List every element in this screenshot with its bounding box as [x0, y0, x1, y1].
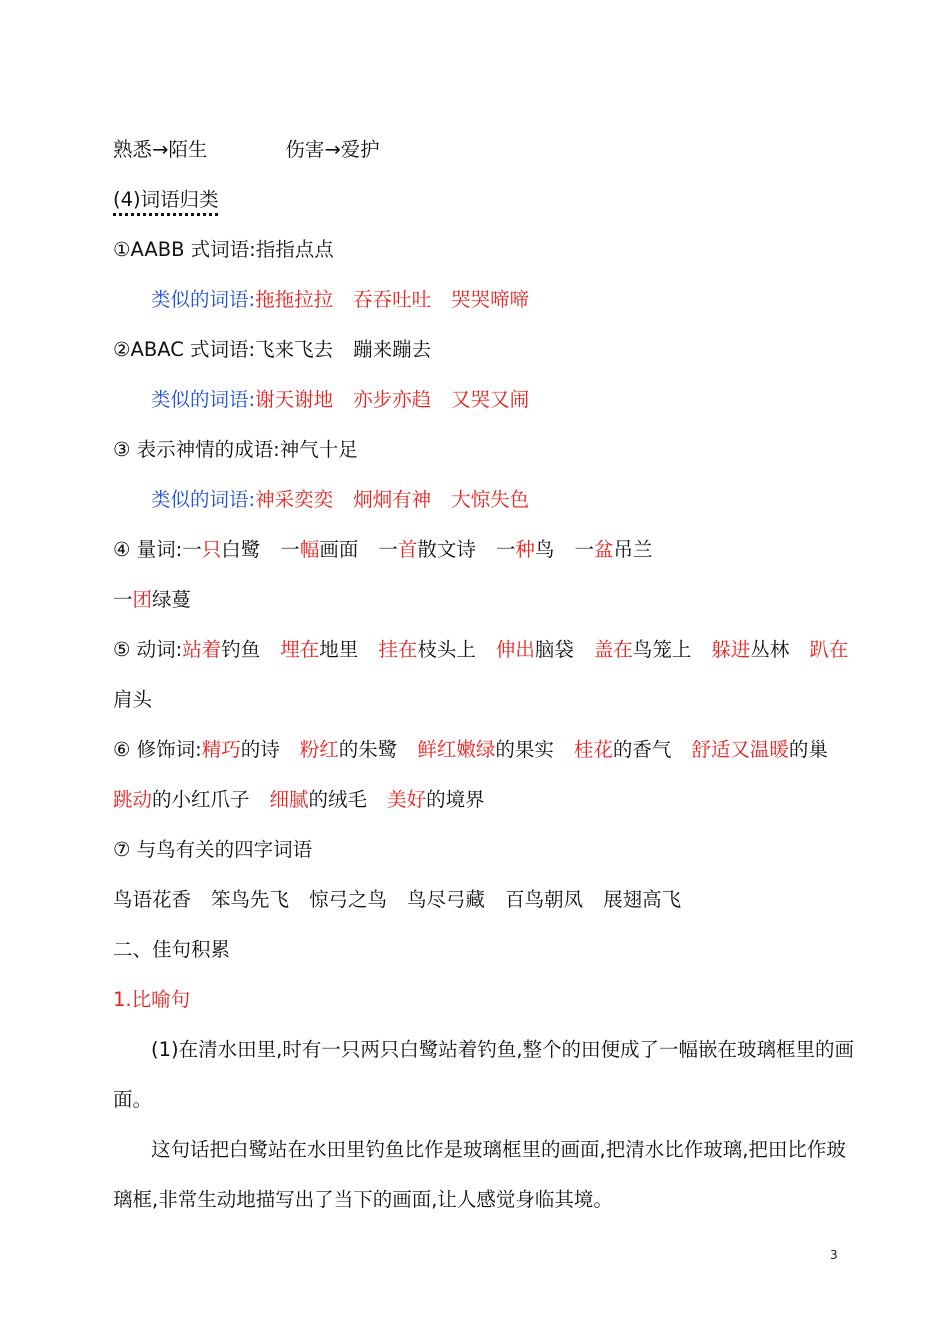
subsection-title: 1.比喻句 [113, 988, 191, 1011]
category-extra: 蹦来蹦去 [353, 338, 432, 361]
modifier-item: 鲜红嫩绿的果实 [417, 738, 554, 761]
analysis-line: 这句话把白鹭站在水田里钓鱼比作是玻璃框里的画面,把清水比作玻璃,把田比作玻 [151, 1138, 846, 1161]
modifier-item: 跳动的小红爪子 [113, 788, 250, 811]
example-word: 亦步亦趋 [353, 388, 432, 411]
idiom: 百鸟朝凤 [505, 888, 584, 911]
measure-item: 一只白鹭 [182, 538, 261, 561]
category-verbs [113, 637, 848, 663]
idiom: 鸟语花香 [113, 888, 192, 911]
example-word: 大惊失色 [451, 488, 530, 511]
idiom: 笨鸟先飞 [211, 888, 290, 911]
example-word: 谢天谢地 [255, 388, 334, 411]
category-label: ⑤ 动词: [113, 638, 183, 661]
verb-item: 伸出脑袋 [495, 638, 574, 661]
bird-idioms-list [113, 887, 681, 913]
section-title: 二、佳句积累 [113, 938, 231, 961]
idiom: 惊弓之鸟 [309, 888, 388, 911]
category-label: ④ 量词: [113, 538, 183, 561]
analysis-line: 璃框,非常生动地描写出了当下的画面,让人感觉身临其境。 [113, 1188, 613, 1211]
verb-item: 趴在 [809, 638, 849, 661]
example-word: 拖拖拉拉 [255, 288, 334, 311]
category-bird-idioms: ⑦ 与鸟有关的四字词语 [113, 838, 313, 861]
measure-item: 一种鸟 [495, 538, 555, 561]
modifier-item: 精巧的诗 [201, 738, 280, 761]
modifier-item: 舒适又温暖的巢 [691, 738, 828, 761]
category-label: ②ABAC 式词语:飞来飞去 [113, 338, 334, 361]
antonym-pair: 熟悉→陌生 [113, 138, 208, 161]
measure-continuation [113, 587, 191, 613]
example-sentence-line: 面。 [113, 1088, 153, 1111]
example-word: 炯炯有神 [353, 488, 432, 511]
similar-words-aabb [151, 287, 529, 313]
verb-item: 盖在鸟笼上 [593, 638, 692, 661]
similar-words-abac [151, 387, 529, 413]
modifier-item: 粉红的朱鹭 [299, 738, 398, 761]
similar-label: 类似的词语: [151, 388, 256, 411]
measure-item: 一幅画面 [280, 538, 359, 561]
category-abac [113, 337, 431, 363]
example-word: 吞吞吐吐 [353, 288, 432, 311]
category-label: ⑥ 修饰词: [113, 738, 202, 761]
heading-word-classification: (4)词语归类 [113, 188, 219, 211]
category-measure-words [113, 537, 652, 563]
verbs-continuation: 肩头 [113, 688, 153, 711]
modifier-item: 美好的境界 [387, 788, 485, 811]
antonym-pairs [113, 137, 380, 163]
verb-item: 站着钓鱼 [182, 638, 261, 661]
example-word: 又哭又闹 [451, 388, 530, 411]
category-modifiers [113, 737, 828, 763]
antonym-pair: 伤害→爱护 [285, 138, 380, 161]
example-sentence-line: (1)在清水田里,时有一只两只白鹭站着钓鱼,整个的田便成了一幅嵌在玻璃框里的画 [151, 1038, 855, 1061]
example-word: 哭哭啼啼 [451, 288, 530, 311]
measure-item: 一盆吊兰 [574, 538, 653, 561]
section-heading [113, 187, 219, 213]
similar-label: 类似的词语: [151, 288, 256, 311]
measure-item: 一首散文诗 [378, 538, 476, 561]
idiom: 鸟尽弓藏 [407, 888, 486, 911]
category-expression: ③ 表示神情的成语:神气十足 [113, 438, 358, 461]
page-number: 3 [830, 1248, 838, 1262]
category-aabb: ①AABB 式词语:指指点点 [113, 238, 334, 261]
similar-label: 类似的词语: [151, 488, 256, 511]
modifier-item: 桂花的香气 [573, 738, 672, 761]
similar-words-expression [151, 487, 529, 513]
verb-item: 埋在地里 [280, 638, 359, 661]
measure-item: 一团绿蔓 [113, 588, 192, 611]
idiom: 展翅高飞 [603, 888, 682, 911]
verb-item: 挂在枝头上 [378, 638, 476, 661]
modifiers-continuation [113, 787, 485, 813]
verb-item: 躲进丛林 [711, 638, 790, 661]
modifier-item: 细腻的绒毛 [269, 788, 368, 811]
example-word: 神采奕奕 [255, 488, 334, 511]
